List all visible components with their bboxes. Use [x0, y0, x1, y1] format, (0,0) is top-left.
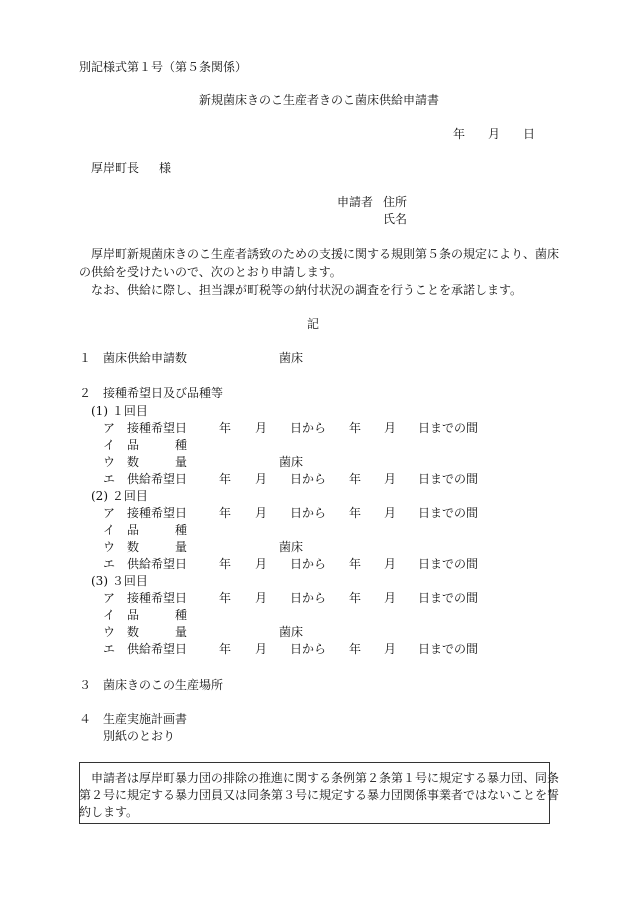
body-line-2: の供給を受けたいので、次のとおり申請します。 [79, 265, 342, 279]
period-from: 日から [290, 421, 327, 435]
period-year2: 年 [349, 557, 362, 571]
period-month: 月 [255, 557, 268, 571]
item4-sub: 別紙のとおり [103, 729, 176, 743]
period-year: 年 [219, 557, 232, 571]
period-until: 日までの間 [418, 591, 479, 605]
period-from: 日から [290, 642, 327, 656]
period-month: 月 [255, 506, 268, 520]
period-from: 日から [290, 557, 327, 571]
item4-label: 生産実施計画書 [103, 712, 188, 726]
round-row-label: エ 供給希望日 [103, 557, 188, 571]
quantity-unit: 菌床 [279, 625, 304, 639]
period-year: 年 [219, 421, 232, 435]
notice-line-3: 約します。 [79, 805, 139, 819]
period-year: 年 [219, 472, 232, 486]
round-row-label: ウ 数 量 [103, 540, 188, 554]
period-year2: 年 [349, 421, 362, 435]
item2-number: ２ [79, 386, 92, 400]
period-year: 年 [219, 506, 232, 520]
period-month2: 月 [384, 421, 397, 435]
round-row-label: エ 供給希望日 [103, 642, 188, 656]
period-until: 日までの間 [418, 506, 479, 520]
period-year2: 年 [349, 472, 362, 486]
round-row-label: エ 供給希望日 [103, 472, 188, 486]
period-month: 月 [255, 642, 268, 656]
period-from: 日から [290, 472, 327, 486]
period-month: 月 [255, 421, 268, 435]
date-day: 日 [523, 127, 536, 141]
applicant-address-label: 住所 [383, 195, 408, 209]
period-month: 月 [255, 472, 268, 486]
period-month2: 月 [384, 506, 397, 520]
body-line-3: なお、供給に際し、担当課が町税等の納付状況の調査を行うことを承諾します。 [91, 283, 523, 297]
period-month2: 月 [384, 642, 397, 656]
item1-number: １ [79, 351, 92, 365]
round-row-label: イ 品 種 [103, 523, 188, 537]
quantity-unit: 菌床 [279, 455, 304, 469]
period-year2: 年 [349, 591, 362, 605]
document-title: 新規菌床きのこ生産者きのこ菌床供給申請書 [199, 93, 440, 107]
period-until: 日までの間 [418, 421, 479, 435]
period-year: 年 [219, 591, 232, 605]
applicant-label: 申請者 [337, 195, 374, 209]
date-month: 月 [488, 127, 501, 141]
form-number: 別記様式第１号（第５条関係） [79, 60, 248, 74]
round-row-label: ア 接種希望日 [103, 421, 188, 435]
notice-line-1: 申請者は厚岸町暴力団の排除の推進に関する条例第２条第１号に規定する暴力団、同条 [91, 771, 560, 785]
round-label: (1) １回目 [91, 404, 148, 418]
period-month2: 月 [384, 557, 397, 571]
addressee-name: 厚岸町長 [91, 161, 140, 175]
item2-label: 接種希望日及び品種等 [103, 386, 224, 400]
round-row-label: ウ 数 量 [103, 455, 188, 469]
period-month2: 月 [384, 591, 397, 605]
round-row-label: イ 品 種 [103, 438, 188, 452]
item3-number: ３ [79, 678, 92, 692]
round-label: (2) ２回目 [91, 489, 148, 503]
period-until: 日までの間 [418, 642, 479, 656]
body-line-1: 厚岸町新規菌床きのこ生産者誘致のための支援に関する規則第５条の規定により、菌床 [91, 247, 560, 261]
notice-box [79, 762, 560, 824]
round-row-label: ア 接種希望日 [103, 591, 188, 605]
period-from: 日から [290, 506, 327, 520]
round-row-label: ア 接種希望日 [103, 506, 188, 520]
round-row-label: ウ 数 量 [103, 625, 188, 639]
period-until: 日までの間 [418, 557, 479, 571]
item1-label: 菌床供給申請数 [103, 351, 188, 365]
period-until: 日までの間 [418, 472, 479, 486]
round-label: (3) ３回目 [91, 574, 148, 588]
quantity-unit: 菌床 [279, 540, 304, 554]
round-row-label: イ 品 種 [103, 608, 188, 622]
addressee-honorific: 様 [159, 161, 172, 175]
item4-number: ４ [79, 712, 92, 726]
period-year: 年 [219, 642, 232, 656]
applicant-name-label: 氏名 [383, 212, 408, 226]
period-year2: 年 [349, 506, 362, 520]
period-from: 日から [290, 591, 327, 605]
item3-label: 菌床きのこの生産場所 [103, 678, 224, 692]
period-month: 月 [255, 591, 268, 605]
item1-unit: 菌床 [279, 351, 304, 365]
notice-line-2: 第２号に規定する暴力団員又は同条第３号に規定する暴力団関係事業者ではないことを誓 [79, 788, 560, 802]
period-year2: 年 [349, 642, 362, 656]
period-month2: 月 [384, 472, 397, 486]
ki-heading: 記 [307, 317, 320, 331]
date-year: 年 [453, 127, 466, 141]
